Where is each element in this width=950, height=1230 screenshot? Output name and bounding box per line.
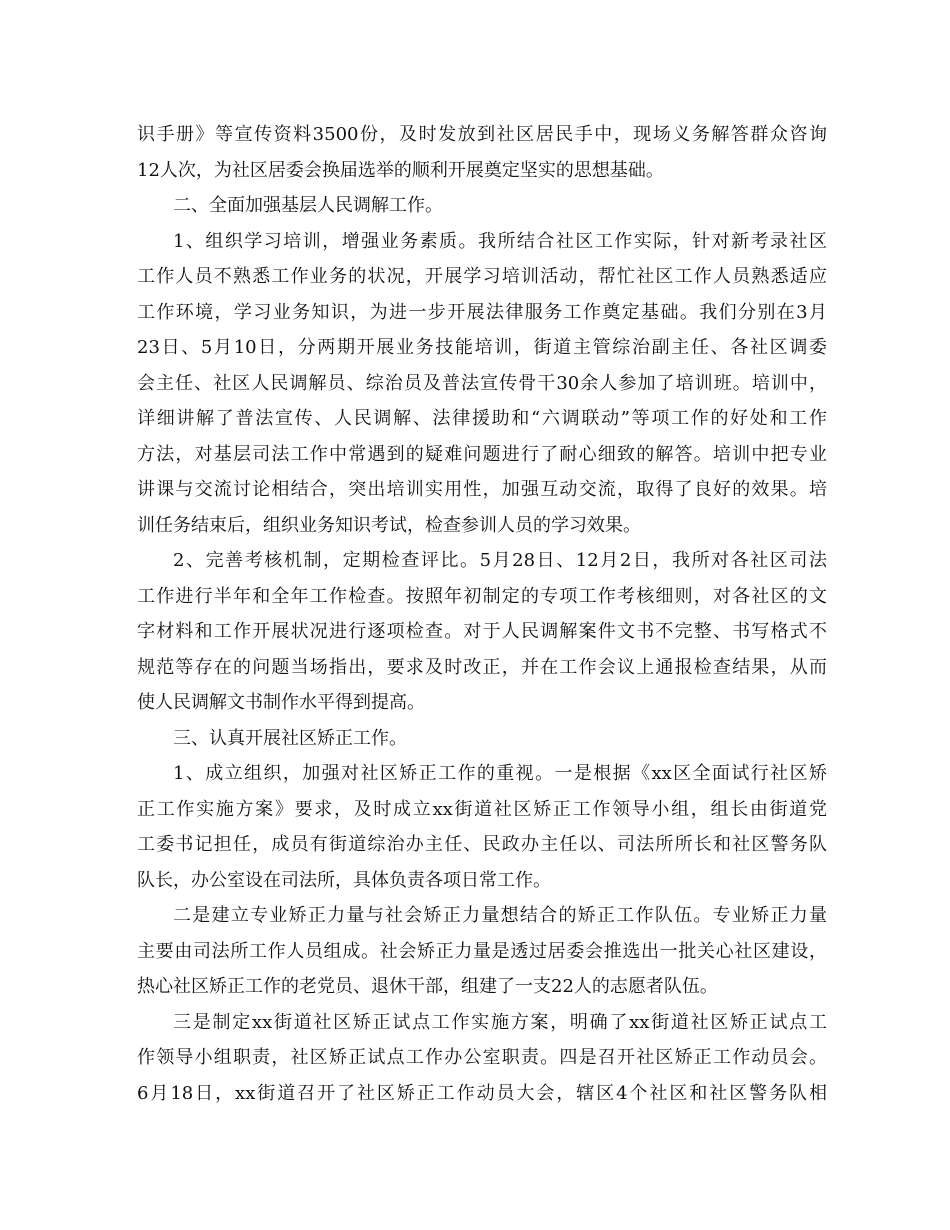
text-line: 12人次，为社区居委会换届选举的顺利开展奠定坚实的思想基础。	[137, 159, 664, 181]
text-line: 二是建立专业矫正力量与社会矫正力量想结合的矫正工作队伍。专业矫正力量	[173, 905, 827, 926]
text-line: 详细讲解了普法宣传、人民调解、法律援助和“六调联动”等项工作的好处和工作	[137, 408, 827, 429]
text-line: 工作人员不熟悉工作业务的状况，开展学习培训活动，帮忙社区工作人员熟悉适应	[137, 266, 827, 287]
text-line: 字材料和工作开展状况进行逐项检查。对于人民调解案件文书不完整、书写格式不	[137, 621, 827, 642]
text-line: 6月18日，xx街道召开了社区矫正工作动员大会，辖区4个社区和社区警务队相	[137, 1082, 827, 1104]
text-line: 热心社区矫正工作的老党员、退休干部，组建了一支22人的志愿者队伍。	[137, 976, 718, 997]
text-line: 工委书记担任，成员有街道综治办主任、民政办主任以、司法所所长和社区警务队	[137, 834, 827, 855]
text-line: 识手册》等宣传资料3500份，及时发放到社区居民手中，现场义务解答群众咨询	[137, 124, 827, 145]
text-line: 1、组织学习培训，增强业务素质。我所结合社区工作实际，针对新考录社区	[173, 230, 827, 252]
text-line: 2、完善考核机制，定期检查评比。5月28日、12月2日，我所对各社区司法	[173, 550, 827, 571]
text-line: 方法，对基层司法工作中常遇到的疑难问题进行了耐心细致的解答。培训中把专业	[137, 443, 827, 465]
document-body	[137, 117, 827, 1111]
text-line: 讲课与交流讨论相结合，突出培训实用性，加强互动交流，取得了良好的效果。培	[137, 479, 827, 500]
text-line: 三、认真开展社区矫正工作。	[173, 727, 407, 749]
text-line: 规范等存在的问题当场指出，要求及时改正，并在工作会议上通报检查结果，从而	[137, 656, 827, 678]
text-line: 队长，办公室设在司法所，具体负责各项日常工作。	[137, 869, 551, 891]
text-line: 工作进行半年和全年工作检查。按照年初制定的专项工作考核细则，对各社区的文	[137, 585, 827, 607]
text-line: 使人民调解文书制作水平得到提高。	[137, 692, 425, 713]
text-line: 1、成立组织，加强对社区矫正工作的重视。一是根据《xx区全面试行社区矫	[173, 763, 827, 784]
text-line: 训任务结束后，组织业务知识考试，检查参训人员的学习效果。	[137, 514, 641, 536]
text-line: 正工作实施方案》要求，及时成立xx街道社区矫正工作领导小组，组长由街道党	[137, 798, 827, 820]
text-line: 会主任、社区人民调解员、综治员及普法宣传骨干30余人参加了培训班。培训中，	[137, 372, 827, 394]
text-line: 工作环境，学习业务知识，为进一步开展法律服务工作奠定基础。我们分别在3月	[137, 301, 827, 323]
text-line: 二、全面加强基层人民调解工作。	[173, 195, 443, 216]
text-line: 作领导小组职责，社区矫正试点工作办公室职责。四是召开社区矫正工作动员会。	[137, 1047, 827, 1068]
text-line: 主要由司法所工作人员组成。社会矫正力量是透过居委会推选出一批关心社区建设，	[137, 940, 827, 962]
text-line: 23日、5月10日，分两期开展业务技能培训，街道主管综治副主任、各社区调委	[137, 337, 827, 358]
text-line: 三是制定xx街道社区矫正试点工作实施方案，明确了xx街道社区矫正试点工	[173, 1011, 827, 1033]
